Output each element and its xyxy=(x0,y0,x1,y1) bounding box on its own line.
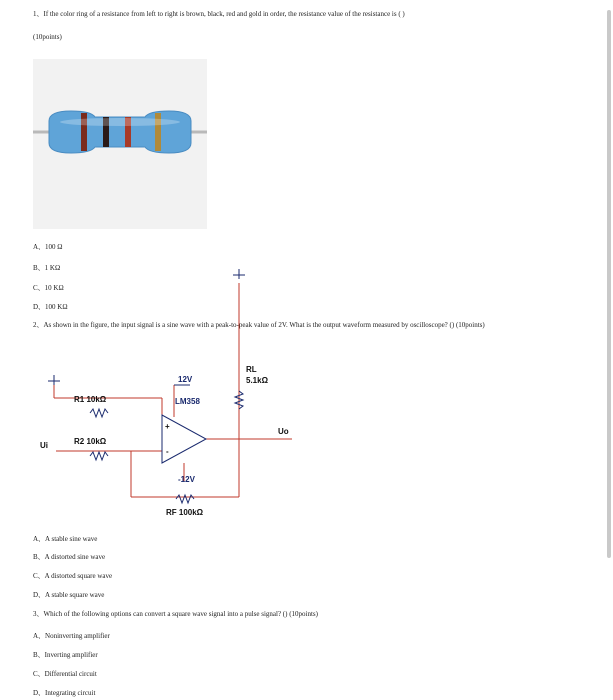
ui-label: Ui xyxy=(40,441,48,450)
opamp-circuit-diagram xyxy=(34,263,314,523)
vpos-label: 12V xyxy=(178,375,193,384)
rl-label-2: 5.1kΩ xyxy=(246,376,268,385)
q3-option-b[interactable]: B、Inverting amplifier xyxy=(33,651,98,659)
resistor-photo xyxy=(33,59,207,229)
q1-option-c[interactable]: C、10 KΩ xyxy=(33,284,64,292)
q3-prompt: 3、Which of the following options can convert a square wave signal into a pulse signal? () (10points) xyxy=(33,610,318,618)
q2-option-c[interactable]: C、A distorted square wave xyxy=(33,572,113,580)
vertical-scrollbar[interactable] xyxy=(607,10,611,558)
q1-points: (10points) xyxy=(33,33,62,41)
q1-prompt: 1、If the color ring of a resistance from left to right is brown, black, red and gold in order, the resistance value of the resistance is ( ) xyxy=(33,10,405,18)
rl-label-1: RL xyxy=(246,365,257,374)
q2-option-a[interactable]: A、A stable sine wave xyxy=(33,535,98,543)
q1-option-b[interactable]: B、1 KΩ xyxy=(33,264,61,272)
opamp-label: LM358 xyxy=(175,397,200,406)
r2-label: R2 10kΩ xyxy=(74,437,107,446)
q2-option-d[interactable]: D、A stable square wave xyxy=(33,591,105,599)
vneg-label: -12V xyxy=(178,475,195,484)
rf-label: RF 100kΩ xyxy=(166,508,204,517)
q2-option-b[interactable]: B、A distorted sine wave xyxy=(33,553,106,561)
minus-sign: - xyxy=(166,447,169,456)
q2-prompt: 2、As shown in the figure, the input signal is a sine wave with a peak-to-peak value of 2V. What is the output waveform measured by oscilloscope? () (10points) xyxy=(33,321,485,329)
q3-option-a[interactable]: A、Noninverting amplifier xyxy=(33,632,110,640)
r1-label: R1 10kΩ xyxy=(74,395,107,404)
q3-option-c[interactable]: C、Differential circuit xyxy=(33,670,97,678)
uo-label: Uo xyxy=(278,427,289,436)
q3-option-d[interactable]: D、Integrating circuit xyxy=(33,689,96,697)
q1-option-a[interactable]: A、100 Ω xyxy=(33,243,63,251)
plus-sign: + xyxy=(165,422,170,431)
q1-option-d[interactable]: D、100 KΩ xyxy=(33,303,68,311)
